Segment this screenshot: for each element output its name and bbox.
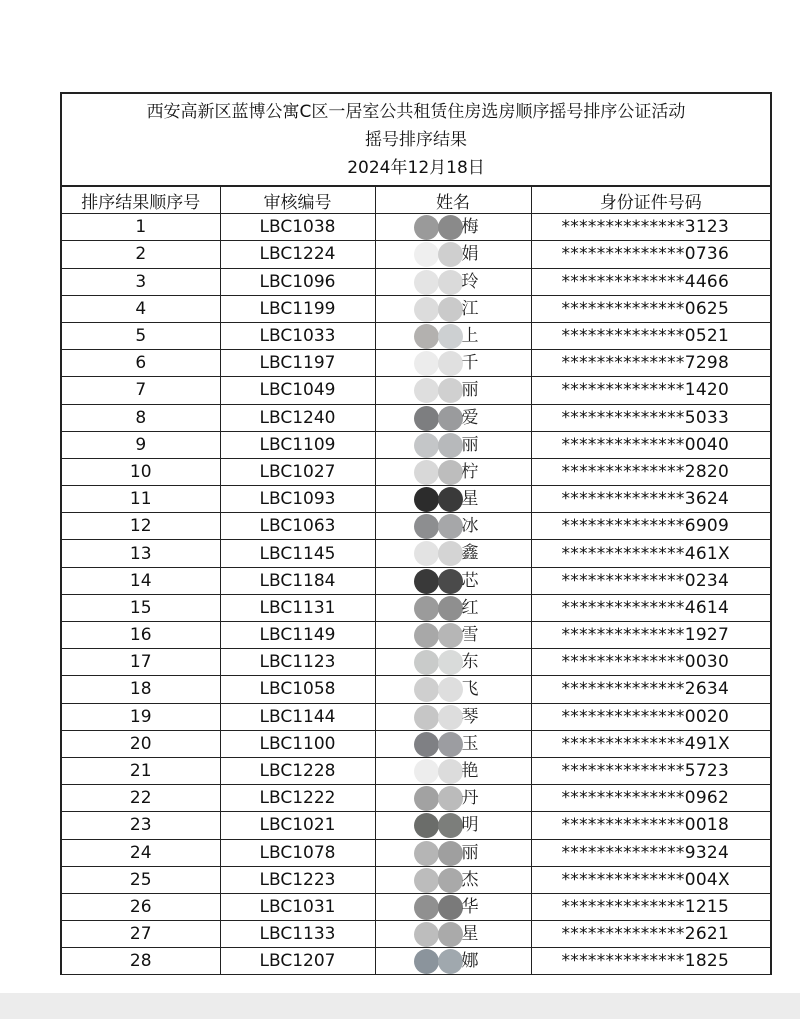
review-code: LBC1027	[220, 458, 375, 485]
order-number: 25	[62, 866, 220, 893]
review-code: LBC1096	[220, 268, 375, 295]
table-row	[62, 214, 770, 241]
name-visible-char: 冰	[461, 516, 479, 537]
review-code: LBC1109	[220, 431, 375, 458]
result-table	[62, 187, 770, 975]
privacy-blur-mark	[438, 895, 463, 920]
applicant-name	[375, 404, 531, 431]
table-row	[62, 486, 770, 513]
table-row	[62, 458, 770, 485]
id-number: **************1825	[531, 948, 770, 975]
privacy-blur-mark	[438, 786, 463, 811]
id-number: **************0521	[531, 322, 770, 349]
table-row	[62, 921, 770, 948]
table-row	[62, 268, 770, 295]
id-number: **************0040	[531, 431, 770, 458]
applicant-name	[375, 649, 531, 676]
privacy-blur-mark	[438, 351, 463, 376]
document-subtitle: 摇号排序结果	[365, 130, 467, 150]
applicant-name	[375, 812, 531, 839]
applicant-name	[375, 622, 531, 649]
table-row	[62, 730, 770, 757]
privacy-blur-mark	[438, 460, 463, 485]
applicant-name	[375, 948, 531, 975]
id-number: **************3624	[531, 486, 770, 513]
name-visible-char: 杰	[461, 869, 479, 890]
name-visible-char: 明	[461, 815, 479, 836]
name-visible-char: 上	[461, 325, 479, 346]
review-code: LBC1100	[220, 730, 375, 757]
privacy-blur-mark	[438, 270, 463, 295]
applicant-name	[375, 431, 531, 458]
applicant-name	[375, 730, 531, 757]
order-number: 21	[62, 757, 220, 784]
privacy-blur-mark	[414, 786, 439, 811]
id-number: **************004X	[531, 866, 770, 893]
order-number: 17	[62, 649, 220, 676]
order-number: 10	[62, 458, 220, 485]
column-header-code: 审核编号	[220, 187, 375, 214]
privacy-blur-mark	[438, 569, 463, 594]
privacy-blur-mark	[414, 324, 439, 349]
privacy-blur-mark	[438, 378, 463, 403]
id-number: **************0736	[531, 241, 770, 268]
order-number: 14	[62, 567, 220, 594]
privacy-blur-mark	[414, 650, 439, 675]
privacy-blur-mark	[414, 569, 439, 594]
privacy-blur-mark	[438, 949, 463, 974]
order-number: 4	[62, 295, 220, 322]
id-number: **************0625	[531, 295, 770, 322]
review-code: LBC1058	[220, 676, 375, 703]
applicant-name	[375, 241, 531, 268]
id-number: **************3123	[531, 214, 770, 241]
name-visible-char: 东	[461, 652, 479, 673]
privacy-blur-mark	[438, 297, 463, 322]
review-code: LBC1197	[220, 350, 375, 377]
order-number: 26	[62, 893, 220, 920]
privacy-blur-mark	[438, 324, 463, 349]
privacy-blur-mark	[438, 242, 463, 267]
applicant-name	[375, 839, 531, 866]
privacy-blur-mark	[414, 596, 439, 621]
order-number: 7	[62, 377, 220, 404]
applicant-name	[375, 377, 531, 404]
privacy-blur-mark	[438, 732, 463, 757]
id-number: **************0962	[531, 785, 770, 812]
privacy-blur-mark	[414, 351, 439, 376]
table-row	[62, 866, 770, 893]
document-date: 2024年12月18日	[347, 158, 485, 178]
privacy-blur-mark	[414, 705, 439, 730]
name-visible-char: 娟	[461, 244, 479, 265]
order-number: 3	[62, 268, 220, 295]
order-number: 22	[62, 785, 220, 812]
table-row	[62, 295, 770, 322]
table-row	[62, 350, 770, 377]
privacy-blur-mark	[438, 487, 463, 512]
order-number: 8	[62, 404, 220, 431]
privacy-blur-mark	[414, 677, 439, 702]
review-code: LBC1031	[220, 893, 375, 920]
privacy-blur-mark	[438, 596, 463, 621]
table-row	[62, 649, 770, 676]
name-visible-char: 丽	[461, 434, 479, 455]
privacy-blur-mark	[438, 677, 463, 702]
order-number: 12	[62, 513, 220, 540]
id-number: **************461X	[531, 540, 770, 567]
applicant-name	[375, 785, 531, 812]
name-visible-char: 梅	[461, 217, 479, 238]
applicant-name	[375, 458, 531, 485]
review-code: LBC1222	[220, 785, 375, 812]
applicant-name	[375, 540, 531, 567]
order-number: 18	[62, 676, 220, 703]
review-code: LBC1149	[220, 622, 375, 649]
privacy-blur-mark	[414, 433, 439, 458]
table-row	[62, 567, 770, 594]
name-visible-char: 雪	[461, 625, 479, 645]
review-code: LBC1131	[220, 594, 375, 621]
order-number: 20	[62, 730, 220, 757]
name-visible-char: 江	[461, 298, 479, 319]
privacy-blur-mark	[438, 759, 463, 784]
id-number: **************5723	[531, 757, 770, 784]
privacy-blur-mark	[414, 270, 439, 295]
id-number: **************2634	[531, 676, 770, 703]
document-title: 西安高新区蓝博公寓C区一居室公共租赁住房选房顺序摇号排序公证活动	[146, 102, 686, 122]
name-visible-char: 玉	[461, 733, 479, 754]
review-code: LBC1049	[220, 377, 375, 404]
privacy-blur-mark	[414, 487, 439, 512]
privacy-blur-mark	[414, 514, 439, 539]
privacy-blur-mark	[438, 705, 463, 730]
order-number: 16	[62, 622, 220, 649]
table-row	[62, 322, 770, 349]
privacy-blur-mark	[438, 868, 463, 893]
privacy-blur-mark	[438, 541, 463, 566]
privacy-blur-mark	[414, 922, 439, 947]
privacy-blur-mark	[414, 215, 439, 240]
privacy-blur-mark	[414, 242, 439, 267]
id-number: **************0020	[531, 703, 770, 730]
privacy-blur-mark	[438, 215, 463, 240]
id-number: **************5033	[531, 404, 770, 431]
order-number: 28	[62, 948, 220, 975]
review-code: LBC1223	[220, 866, 375, 893]
applicant-name	[375, 703, 531, 730]
applicant-name	[375, 921, 531, 948]
privacy-blur-mark	[414, 949, 439, 974]
id-number: **************7298	[531, 350, 770, 377]
table-header-row	[62, 187, 770, 214]
id-number: **************1420	[531, 377, 770, 404]
review-code: LBC1063	[220, 513, 375, 540]
privacy-blur-mark	[414, 378, 439, 403]
privacy-blur-mark	[414, 623, 439, 648]
name-visible-char: 琴	[461, 706, 479, 727]
id-number: **************1215	[531, 893, 770, 920]
order-number: 13	[62, 540, 220, 567]
review-code: LBC1207	[220, 948, 375, 975]
id-number: **************491X	[531, 730, 770, 757]
review-code: LBC1144	[220, 703, 375, 730]
id-number: **************4466	[531, 268, 770, 295]
table-row	[62, 241, 770, 268]
table-row	[62, 594, 770, 621]
table-row	[62, 948, 770, 975]
name-visible-char: 艳	[461, 760, 479, 781]
table-row	[62, 622, 770, 649]
id-number: **************0018	[531, 812, 770, 839]
table-row	[62, 893, 770, 920]
table-row	[62, 540, 770, 567]
review-code: LBC1199	[220, 295, 375, 322]
name-visible-char: 娜	[461, 951, 479, 972]
review-code: LBC1224	[220, 241, 375, 268]
privacy-blur-mark	[414, 813, 439, 838]
column-header-order: 排序结果顺序号	[62, 187, 220, 214]
order-number: 1	[62, 214, 220, 241]
table-row	[62, 431, 770, 458]
privacy-blur-mark	[414, 732, 439, 757]
review-code: LBC1093	[220, 486, 375, 513]
applicant-name	[375, 214, 531, 241]
table-row	[62, 676, 770, 703]
order-number: 9	[62, 431, 220, 458]
name-visible-char: 星	[461, 924, 479, 945]
review-code: LBC1133	[220, 921, 375, 948]
id-number: **************1927	[531, 622, 770, 649]
order-number: 6	[62, 350, 220, 377]
privacy-blur-mark	[414, 868, 439, 893]
review-code: LBC1021	[220, 812, 375, 839]
bottom-scroll-bar	[0, 993, 800, 1019]
privacy-blur-mark	[414, 759, 439, 784]
id-number: **************2820	[531, 458, 770, 485]
id-number: **************0030	[531, 649, 770, 676]
review-code: LBC1145	[220, 540, 375, 567]
applicant-name	[375, 268, 531, 295]
applicant-name	[375, 513, 531, 540]
name-visible-char: 丽	[461, 380, 479, 401]
privacy-blur-mark	[414, 460, 439, 485]
table-row	[62, 839, 770, 866]
applicant-name	[375, 866, 531, 893]
order-number: 24	[62, 839, 220, 866]
order-number: 23	[62, 812, 220, 839]
applicant-name	[375, 757, 531, 784]
id-number: **************0234	[531, 567, 770, 594]
id-number: **************4614	[531, 594, 770, 621]
order-number: 11	[62, 486, 220, 513]
table-row	[62, 513, 770, 540]
id-number: **************2621	[531, 921, 770, 948]
order-number: 5	[62, 322, 220, 349]
name-visible-char: 星	[461, 489, 479, 510]
order-number: 27	[62, 921, 220, 948]
document-header	[62, 94, 770, 187]
privacy-blur-mark	[414, 297, 439, 322]
privacy-blur-mark	[414, 895, 439, 920]
column-header-id: 身份证件号码	[531, 187, 770, 214]
privacy-blur-mark	[438, 623, 463, 648]
column-header-name: 姓名	[375, 187, 531, 214]
name-visible-char: 柠	[461, 461, 479, 482]
privacy-blur-mark	[438, 922, 463, 947]
name-visible-char: 玲	[461, 271, 479, 292]
privacy-blur-mark	[438, 514, 463, 539]
name-visible-char: 红	[461, 597, 479, 618]
name-visible-char: 爱	[461, 407, 479, 428]
review-code: LBC1240	[220, 404, 375, 431]
table-row	[62, 703, 770, 730]
review-code: LBC1038	[220, 214, 375, 241]
name-visible-char: 鑫	[461, 543, 479, 564]
privacy-blur-mark	[414, 841, 439, 866]
table-row	[62, 404, 770, 431]
privacy-blur-mark	[438, 841, 463, 866]
applicant-name	[375, 676, 531, 703]
applicant-name	[375, 567, 531, 594]
review-code: LBC1123	[220, 649, 375, 676]
table-row	[62, 757, 770, 784]
applicant-name	[375, 350, 531, 377]
privacy-blur-mark	[438, 406, 463, 431]
review-code: LBC1228	[220, 757, 375, 784]
id-number: **************6909	[531, 513, 770, 540]
applicant-name	[375, 295, 531, 322]
review-code: LBC1033	[220, 322, 375, 349]
order-number: 2	[62, 241, 220, 268]
result-document	[60, 92, 772, 975]
table-row	[62, 812, 770, 839]
name-visible-char: 千	[461, 353, 479, 374]
privacy-blur-mark	[414, 406, 439, 431]
name-visible-char: 华	[461, 896, 479, 917]
applicant-name	[375, 322, 531, 349]
name-visible-char: 丽	[461, 842, 479, 863]
privacy-blur-mark	[438, 813, 463, 838]
applicant-name	[375, 486, 531, 513]
applicant-name	[375, 893, 531, 920]
review-code: LBC1078	[220, 839, 375, 866]
name-visible-char: 飞	[461, 679, 479, 700]
privacy-blur-mark	[414, 541, 439, 566]
name-visible-char: 芯	[461, 570, 479, 591]
name-visible-char: 丹	[461, 788, 479, 809]
table-row	[62, 377, 770, 404]
applicant-name	[375, 594, 531, 621]
table-row	[62, 785, 770, 812]
privacy-blur-mark	[438, 433, 463, 458]
id-number: **************9324	[531, 839, 770, 866]
privacy-blur-mark	[438, 650, 463, 675]
order-number: 15	[62, 594, 220, 621]
order-number: 19	[62, 703, 220, 730]
review-code: LBC1184	[220, 567, 375, 594]
